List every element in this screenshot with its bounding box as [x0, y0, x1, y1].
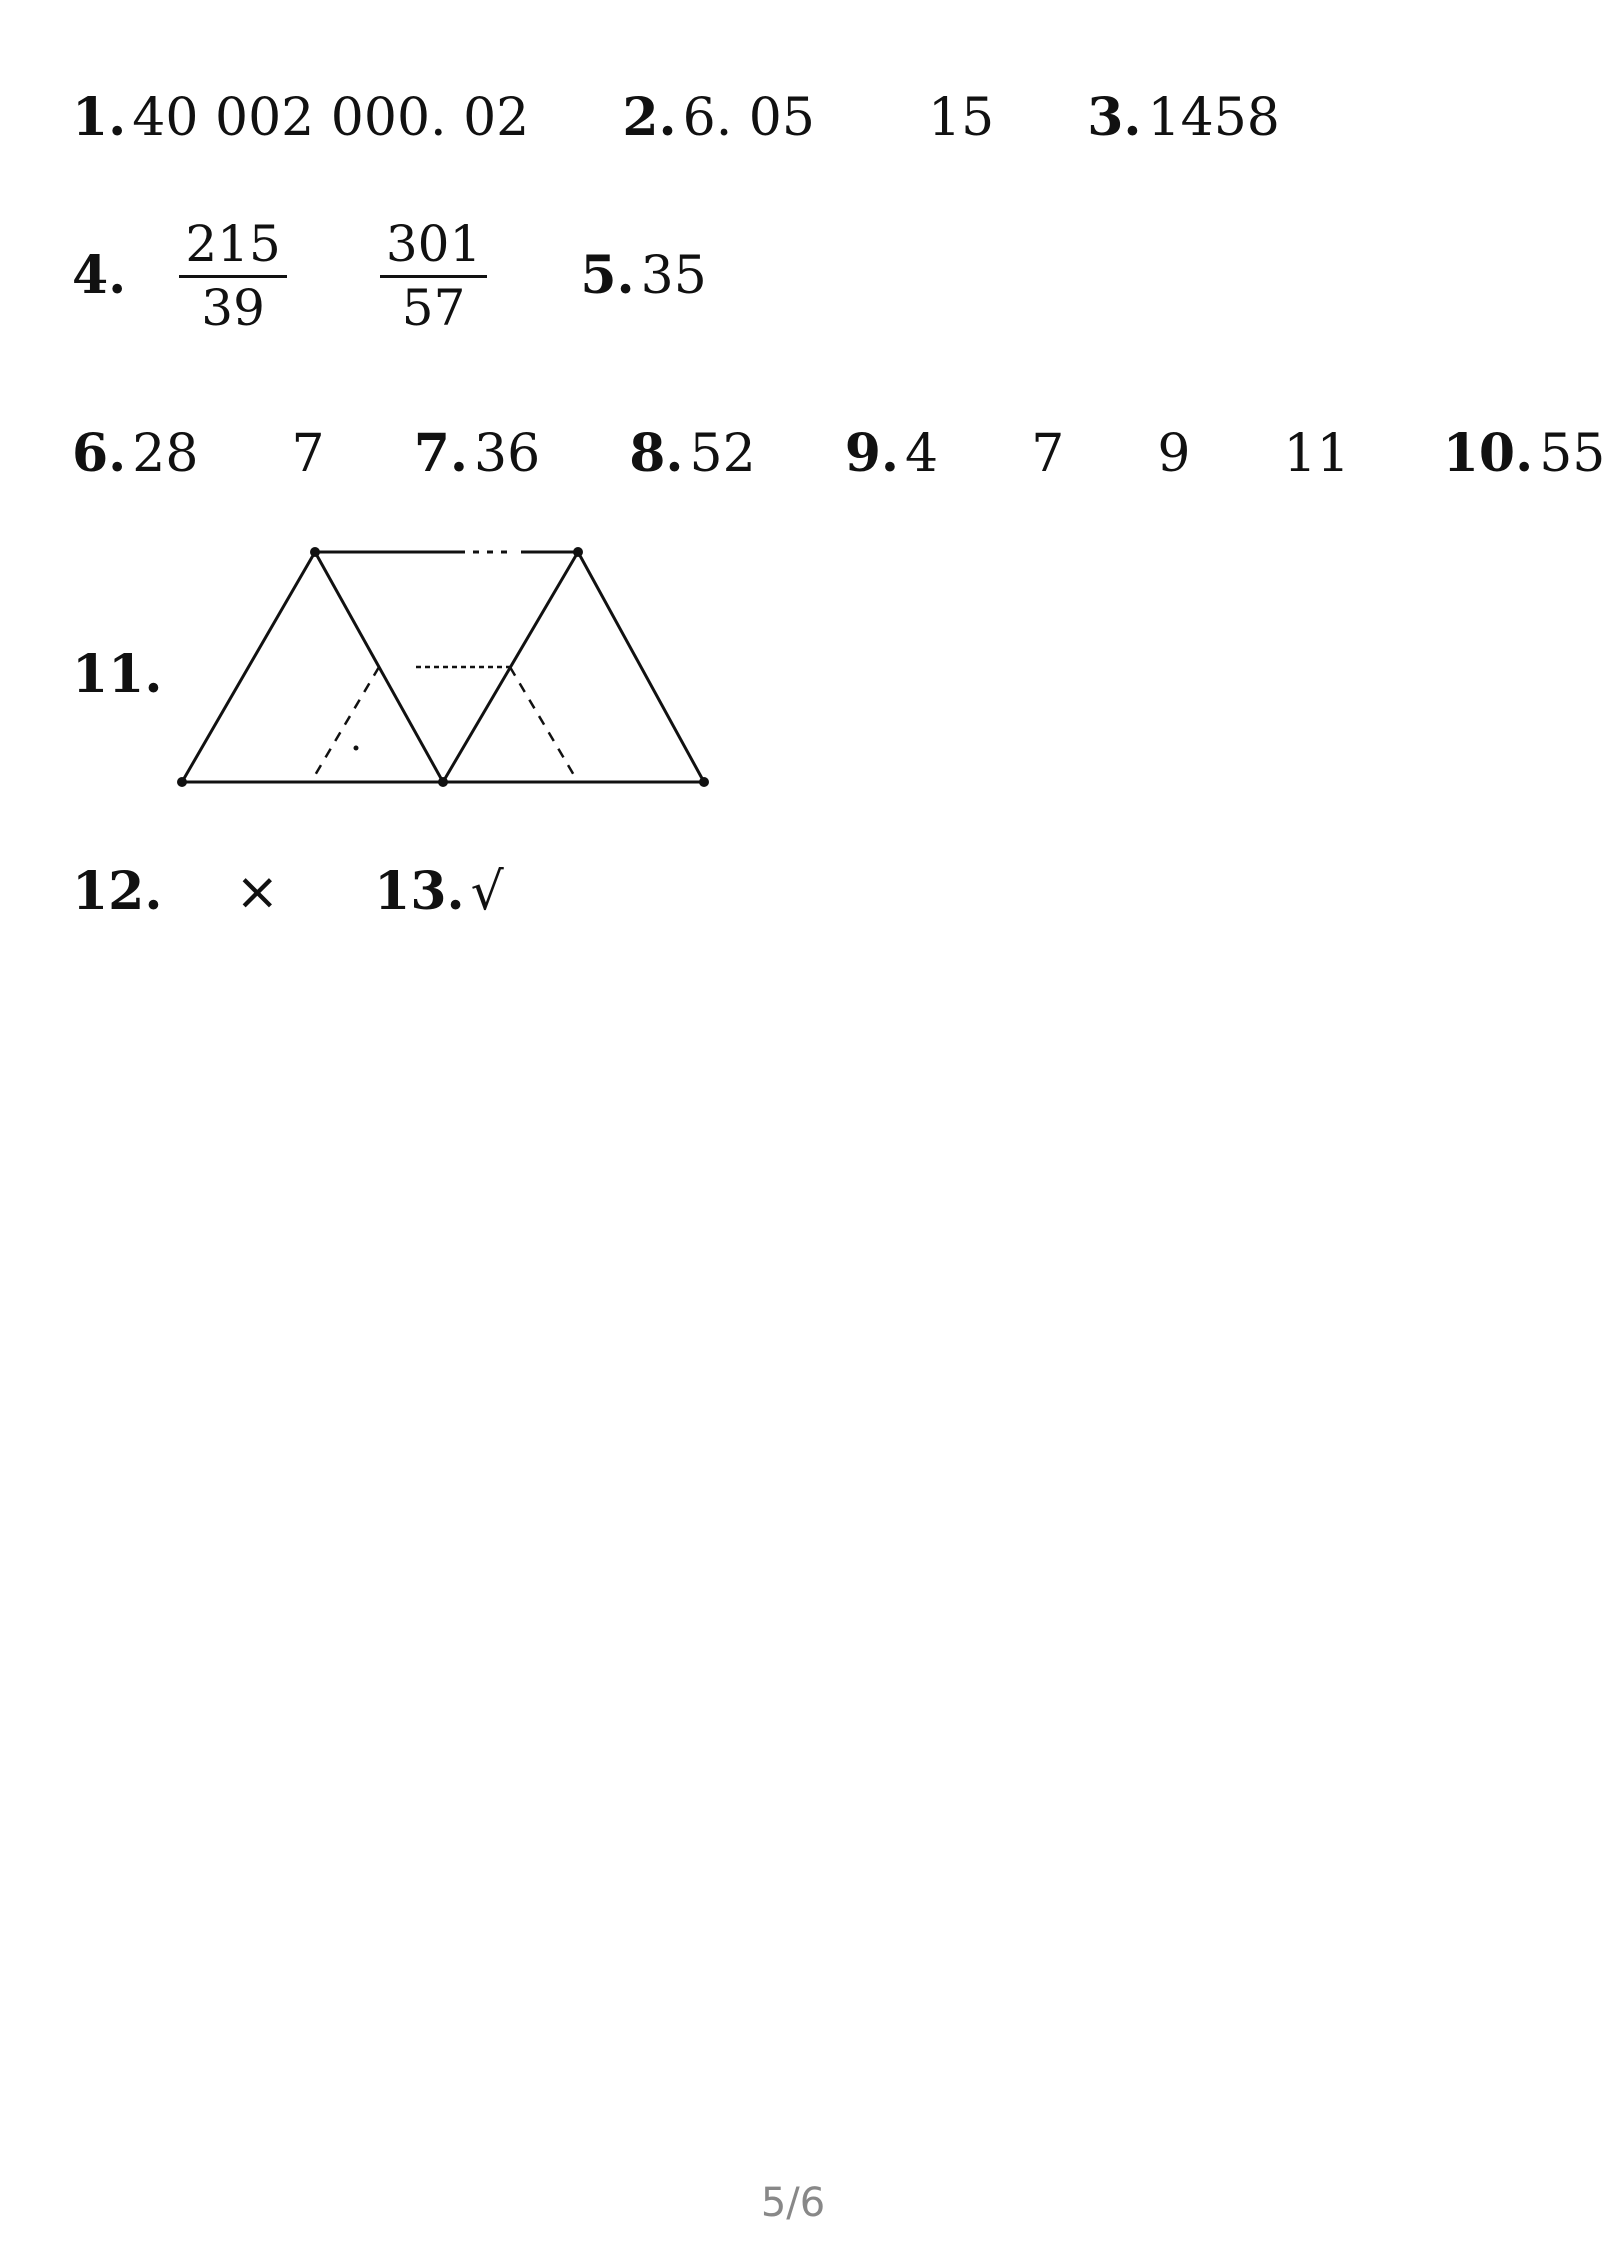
- answer-9-value-3: 9: [1157, 423, 1191, 484]
- answer-5-value: 35: [640, 246, 707, 306]
- answer-10-value: 55: [1539, 423, 1605, 484]
- figure-vertex-top-right: [573, 547, 583, 557]
- figure-dashed-left: [311, 667, 379, 782]
- fraction-2-denominator: 57: [401, 278, 466, 337]
- answer-2-value-2: 15: [928, 87, 995, 148]
- figure-vertex-bottom-left: [177, 777, 187, 787]
- answer-7-number: 7.: [413, 422, 468, 484]
- page-indicator: 5/6: [760, 2180, 826, 2226]
- answer-7-value: 36: [473, 423, 541, 484]
- answer-4-fraction-2: [380, 215, 487, 337]
- figure-right-outer-edge: [578, 552, 704, 782]
- answer-8-number: 8.: [629, 422, 684, 484]
- figure-dashed-right: [510, 667, 578, 782]
- answer-3-number: 3.: [1087, 86, 1142, 148]
- figure-vertex-bottom-right: [699, 777, 709, 787]
- answer-row-11: [72, 643, 168, 705]
- answer-11-figure: [170, 535, 730, 795]
- figure-speck: [354, 746, 359, 751]
- fraction-1-denominator: 39: [201, 278, 265, 337]
- answer-8-value: 52: [689, 423, 756, 484]
- answer-13-check-mark: √: [470, 861, 504, 922]
- answer-11-number: 11.: [72, 643, 163, 705]
- answer-row-4-5: [72, 215, 707, 337]
- fraction-2-numerator: 301: [385, 215, 482, 273]
- answer-9-value-2: 7: [1031, 423, 1065, 484]
- answer-4-fraction-1: [179, 215, 286, 337]
- fraction-1-numerator: 215: [185, 215, 281, 273]
- answer-12-number: 12.: [72, 860, 163, 922]
- answer-6-value-2: 7: [291, 423, 325, 484]
- answer-row-12-13: [72, 860, 504, 922]
- answer-9-value-1: 4: [905, 423, 939, 484]
- answer-6-number: 6.: [72, 422, 127, 484]
- answer-3-value: 1458: [1147, 87, 1280, 148]
- figure-left-outer-edge: [182, 552, 315, 782]
- answer-1-number: 1.: [72, 86, 127, 148]
- figure-vertex-bottom-middle: [438, 777, 448, 787]
- answer-4-number: 4.: [72, 245, 127, 306]
- answer-5-number: 5.: [580, 245, 635, 306]
- answer-row-1-3: [72, 86, 1280, 148]
- answer-6-value-1: 28: [132, 423, 199, 484]
- answer-10-number: 10.: [1442, 422, 1534, 484]
- answer-row-6-10: [72, 422, 1605, 484]
- answer-1-value: 40 002 000. 02: [132, 87, 530, 148]
- answer-9-number: 9.: [844, 422, 900, 484]
- answer-12-cross-mark: ×: [235, 861, 280, 922]
- answer-13-number: 13.: [374, 860, 465, 922]
- answer-9-value-4: 11: [1283, 423, 1350, 484]
- answer-2-value-1: 6. 05: [682, 87, 815, 148]
- answer-2-number: 2.: [622, 86, 677, 148]
- figure-vertex-top-left: [310, 547, 320, 557]
